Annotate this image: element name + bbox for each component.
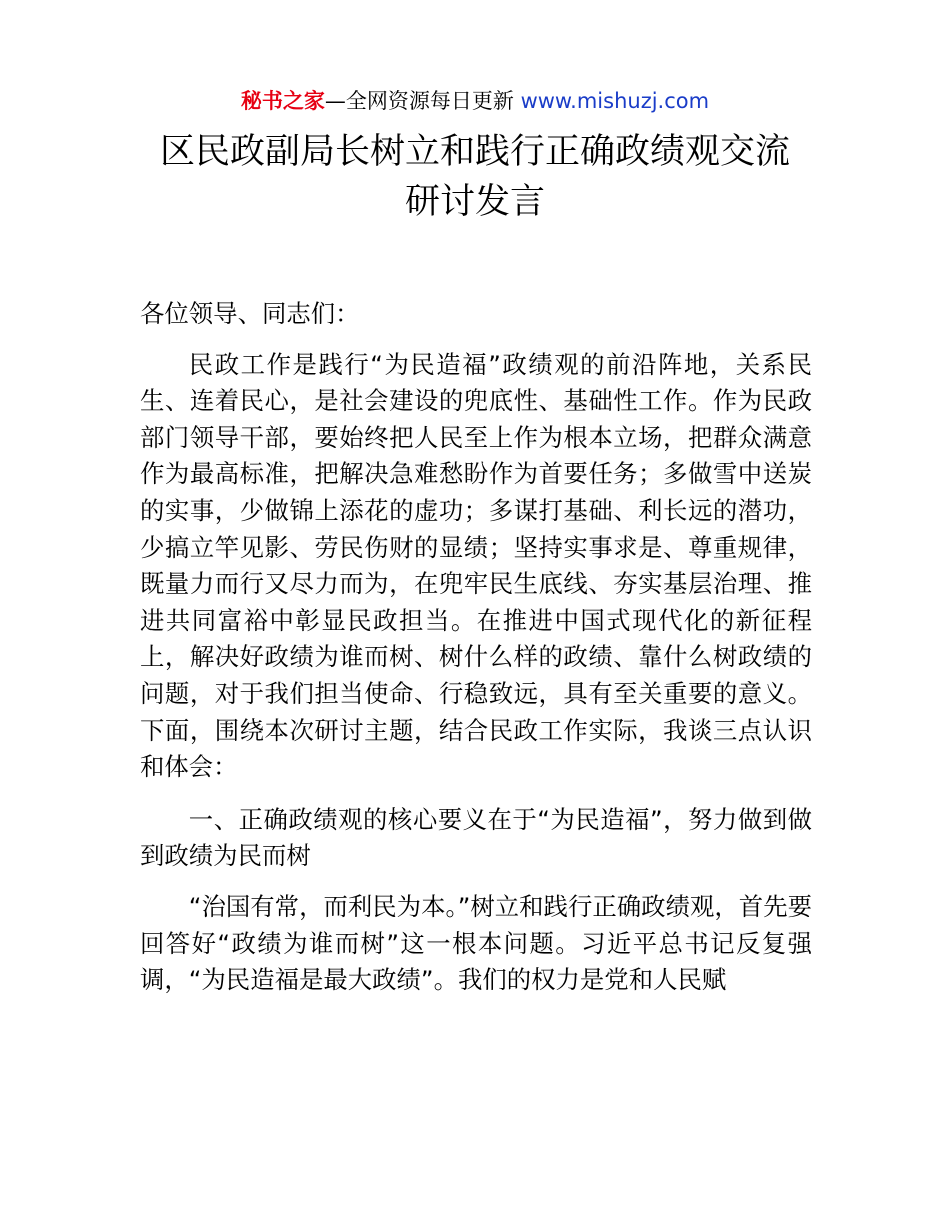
body-paragraph: “治国有常，而利民为本。”树立和践行正确政绩观，首先要回答好“政绩为谁而树”这一根本问题。习近平总书记反复强调，“为民造福是最大政绩”。我们的权力是党和人民赋 bbox=[140, 891, 812, 995]
document-title bbox=[100, 127, 850, 227]
title-line-1: 区民政副局长树立和践行正确政绩观交流 bbox=[159, 132, 790, 172]
site-tagline: —全网资源每日更新 bbox=[324, 89, 521, 113]
title-line-2: 研讨发言 bbox=[404, 182, 545, 222]
site-url-link[interactable]: www.mishuzj.com bbox=[520, 89, 710, 113]
site-header bbox=[0, 86, 950, 116]
body-paragraph: 民政工作是践行“为民造福”政绩观的前沿阵地，关系民生、连着民心，是社会建设的兜底性、基础性工作。作为民政部门领导干部，要始终把人民至上作为根本立场，把群众满意作为最高标准，把解决急难愁盼作为首要任务；多做雪中送炭的实事，少做锦上添花的虚功；多谋打基础、利长远的潜功，少搞立竿见影、劳民伤财的显绩；坚持实事求是、尊重规律，既量力而行又尽力而为，在兜牢民生底线、夯实基层治理、推进共同富裕中彰显民政担当。在推进中国式现代化的新征程上，解决好政绩为谁而树、树什么样的政绩、靠什么树政绩的问题，对于我们担当使命、行稳致远，具有至关重要的意义。下面，围绕本次研讨主题，结合民政工作实际，我谈三点认识和体会： bbox=[140, 349, 812, 782]
section-heading: 一、正确政绩观的核心要义在于“为民造福”，努力做到做到政绩为民而树 bbox=[140, 804, 812, 871]
site-name: 秘书之家 bbox=[240, 89, 325, 113]
salutation: 各位领导、同志们： bbox=[140, 299, 360, 328]
document-body bbox=[140, 296, 812, 999]
